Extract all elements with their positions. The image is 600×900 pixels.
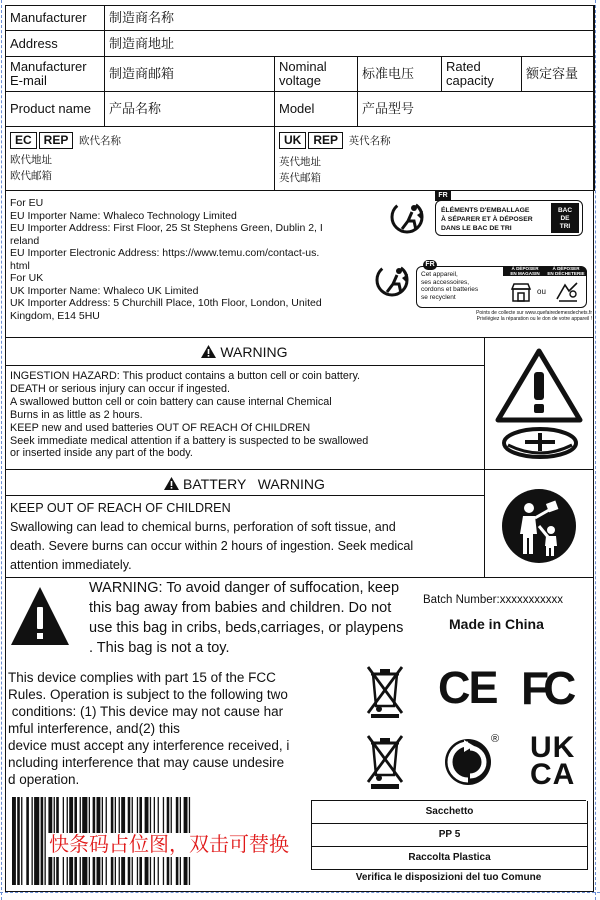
triman-top-line: À SÉPARER ET À DÉPOSER [441,216,533,223]
triman-top-line: ÉLÉMENTS D'EMBALLAGE [441,207,530,214]
barcode-overlay-text: 快条码占位图，双击可替换 [46,833,292,857]
spec-table [5,5,595,191]
triman-bottom-line: Cet appareil, [421,271,458,278]
uk-rep-cell [275,127,595,191]
ec-rep-address: 欧代地址 [10,154,52,166]
triman-bottom-text [421,271,478,301]
importer-line: Kingdom, E14 5HU [10,309,100,322]
barcode-bar [17,797,20,885]
ukca-mark [530,731,576,791]
fcc-mark: FC [521,662,571,714]
ec-rep-email: 欧代邮箱 [10,170,52,182]
triman-foot-line: Privilégiez la réparation ou le don de votre appareil ! [476,316,592,322]
importer-line: UK Importer Address: 5 Churchill Place, 10th Floor, London, United [10,297,322,309]
ec-rep-cell [6,127,275,191]
nominal-label [275,57,358,92]
battery-line: KEEP OUT OF REACH OF CHILDREN [10,501,231,515]
ec-rep-name: 欧代名称 [78,135,121,147]
fcc-statement [8,669,313,788]
warning-title [5,344,484,360]
triman-icon [372,260,416,300]
triman-bottom-line: cordons et batteries [421,286,479,294]
triman-top-line: DANS LE BAC DE TRI [441,225,512,232]
address-label: Address [6,31,105,57]
model-value: 产品型号 [358,92,595,127]
recycling-row: Sacchetto [311,801,588,824]
warning-line: DEATH or serious injury can occur if ingested. [10,382,231,395]
fcc-line: ncluding interference that may cause undesire [8,755,285,770]
dump-label [547,267,585,276]
recycling-footer: Verifica le disposizioni del tuo Comune [355,872,542,883]
triman-footnote [430,310,592,322]
dump-label-line: À DÉPOSER [552,266,580,271]
fcc-line: conditions: (1) This device may not cause har [8,704,284,719]
bin-text: BAC [557,207,573,214]
suffocation-text [89,578,409,658]
importer-line: html [10,259,30,272]
shop-icon [510,281,532,303]
warning-line: A swallowed button cell or coin battery can cause internal Chemical [10,395,332,408]
battery-warning-text [10,499,480,575]
battery-line: death. Severe burns can occur within 2 hours of ingestion. Seek medical [10,539,414,553]
model-label: Model [275,92,358,127]
suffocation-line: WARNING: To avoid danger of suffocation, keep [89,580,400,596]
barcode-bar [26,797,29,885]
rated-label [442,57,522,92]
dump-label-line: EN DÉCHETERIE [547,270,585,276]
nominal-value: 标准电压 [358,57,442,92]
triman-header-bar [503,267,587,276]
rated-value: 额定容量 [522,57,595,92]
email-value: 制造商邮箱 [105,57,275,92]
address-value: 制造商地址 [105,31,595,57]
triman-bottom-line: se recyclent [421,293,456,301]
manufacturer-value: 制造商名称 [105,6,595,31]
or-text: ou [537,287,546,296]
fcc-line: device must accept any interference received, i [8,738,290,753]
importer-line: EU Importer Name: Whaleco Technology Limited [10,209,237,222]
bac-de-tri-bin [551,203,579,233]
recycling-row: PP 5 [311,824,588,847]
triman-icon [387,197,435,237]
fcc-line: Rules. Operation is subject to the following two [8,687,288,702]
batch-number: Batch Number:xxxxxxxxxxx [423,594,563,606]
uk-badge: UK [279,132,306,149]
triman-top-text [441,206,533,233]
nominal-label-line1: Nominal [279,59,327,74]
email-label-line2: E-mail [10,73,47,88]
warning-divider [484,337,485,577]
made-in-label: Made in China [449,616,544,632]
uk-rep-name: 英代名称 [348,135,391,147]
triman-foot-line: Points de collecte sur www.quefairedemesdechets.fr [476,310,592,316]
registered-mark: ® [491,733,500,745]
fr-badge-top: FR [435,191,451,201]
battery-warning-title-text: BATTERY WARNING [183,476,325,492]
store-label-line: À DÉPOSER [511,266,539,271]
uk-rep-badge: REP [308,132,343,149]
suffocation-warning-icon [10,585,70,647]
cut-line-right [595,0,596,900]
barcode-bar [32,797,33,885]
suffocation-line: use this bag in cribs, beds,carriages, or playpens [89,620,404,636]
crossed-bin-icon [365,664,405,718]
importer-line: UK Importer Name: Whaleco UK Limited [10,284,199,297]
ce-mark: CE [438,662,497,713]
product-name-label: Product name [6,92,105,127]
battery-line: Swallowing can lead to chemical burns, perforation of soft tissue, and [10,520,396,534]
triman-bottom-box [416,266,587,308]
suffocation-line: this bag away from babies and children. Do not [89,600,392,616]
green-dot-icon [444,738,492,786]
barcode-bar [12,797,16,885]
bin-text: TRI [559,223,571,230]
importer-line: EU Importer Address: First Floor, 25 St Stephens Green, Dublin 2, I [10,222,323,234]
cut-line-bottom [0,892,600,893]
warning-triangle-icon [201,345,216,358]
importer-line: For UK [10,272,44,284]
battery-line: attention immediately. [10,558,132,572]
nominal-label-line2: voltage [279,73,321,88]
product-name-value: 产品名称 [105,92,275,127]
child-safety-icon [501,488,577,564]
warning-line: KEEP new and used batteries OUT OF REACH Of CHILDREN [10,421,311,434]
warning-triangle-icon [494,346,584,426]
fcc-line: d operation. [8,772,80,787]
warning-triangle-icon [164,477,179,490]
importer-line: For EU [10,197,44,209]
email-label-line1: Manufacturer [10,59,87,74]
coin-battery-icon [500,423,580,463]
battery-title-rule [5,495,484,496]
crossed-bin-icon [365,733,405,791]
warning-line: INGESTION HAZARD: This product contains a button cell or coin battery. [10,370,361,382]
recycling-centre-icon [555,279,581,303]
cut-line-left [1,0,2,900]
rated-label-line1: Rated [446,59,481,74]
store-label [507,267,543,276]
manufacturer-label: Manufacturer [6,6,105,31]
rep-badge: REP [39,132,74,149]
importer-line: reland [10,234,40,247]
battery-warning-title [5,476,484,492]
fcc-line: This device complies with part 15 of the FCC [8,670,276,685]
barcode-bar [41,797,44,885]
barcode-bar [21,797,22,885]
suffocation-line: . This bag is not a toy. [89,640,230,656]
importer-line: EU Importer Electronic Address: https://www.temu.com/contact-us. [10,247,320,259]
importer-block [10,197,370,322]
warning-title-rule [5,365,484,366]
warning-text [10,370,480,460]
warning-line: or inserted inside any part of the body. [10,447,193,460]
email-label [6,57,105,92]
fcc-line: mful interference, and(2) this [8,721,180,736]
rated-label-line2: capacity [446,73,494,88]
store-label-line: EN MAGASIN [510,270,540,276]
warning-title-text: WARNING [220,344,288,360]
warning-line: Burns in as little as 2 hours. [10,408,143,421]
warning-line: Seek immediate medical attention if a battery is suspected to be swallowed [10,434,369,447]
recycling-row: Raccolta Plastica [311,847,588,870]
barcode-bar [34,797,39,885]
uk-rep-address: 英代地址 [279,156,321,168]
ec-badge: EC [10,132,37,149]
ukca-bottom: CA [530,758,576,791]
fr-badge-bottom: FR [423,260,437,270]
triman-top-box [435,200,583,236]
bin-text: DE [560,215,570,222]
uk-rep-email: 英代邮箱 [279,172,321,184]
ukca-top: UK [530,731,576,764]
triman-bottom-line: ses accessoires, [421,278,470,286]
